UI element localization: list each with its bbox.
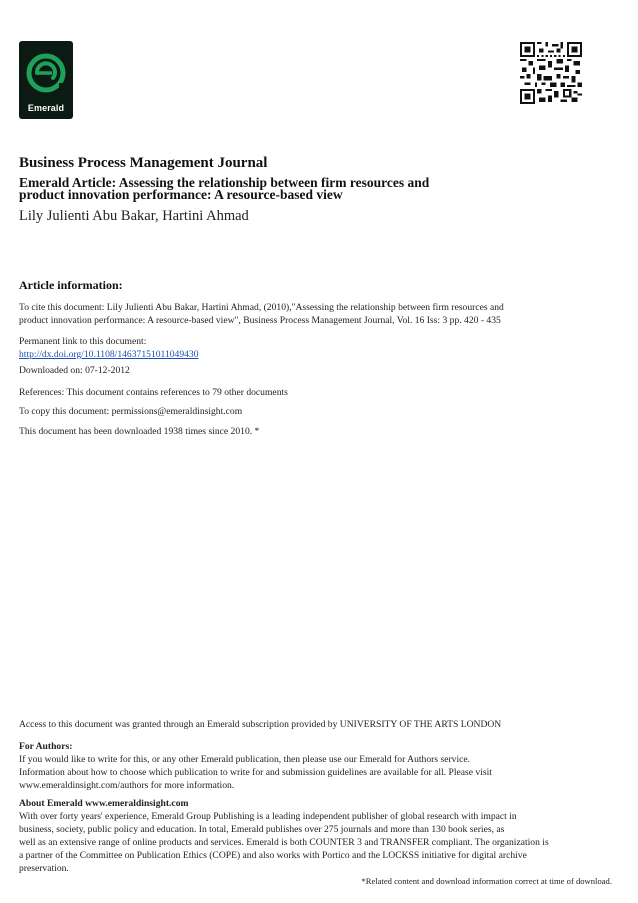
journal-title: Business Process Management Journal bbox=[19, 155, 268, 171]
for-authors-line-2: Information about how to choose which publication to write for and submission guidelines are available for all. Please visit bbox=[19, 767, 492, 778]
copy-permissions: To copy this document: permissions@emeraldinsight.com bbox=[19, 406, 243, 417]
about-line-2: business, society, public policy and education. In total, Emerald publishes over 275 journals and more than 130 book series, as bbox=[19, 824, 505, 835]
emerald-logo bbox=[19, 41, 73, 119]
qr-code-icon bbox=[520, 42, 582, 104]
citation-line-2: product innovation performance: A resource-based view", Business Process Management Journal, Vol. 16 Iss: 3 pp. 420 - 435 bbox=[19, 315, 501, 326]
about-line-3: well as an extensive range of online products and services. Emerald is both COUNTER 3 and TRANSFER compliant. The organization is bbox=[19, 837, 549, 848]
logo-wordmark: Emerald bbox=[27, 103, 65, 113]
citation-line-1: To cite this document: Lily Julienti Abu Bakar, Hartini Ahmad, (2010),"Assessing the relationship between firm resources and bbox=[19, 302, 504, 313]
permanent-link[interactable]: http://dx.doi.org/10.1108/14637151011049430 bbox=[19, 349, 199, 360]
permanent-link-label: Permanent link to this document: bbox=[19, 336, 147, 347]
about-emerald-heading: About Emerald www.emeraldinsight.com bbox=[19, 798, 189, 809]
for-authors-text bbox=[19, 753, 619, 792]
article-title-line-2: product innovation performance: A resource-based view bbox=[19, 187, 343, 202]
article-title bbox=[19, 177, 499, 201]
for-authors-line-1: If you would like to write for this, or any other Emerald publication, then please use our Emerald for Authors service. bbox=[19, 754, 471, 765]
for-authors-heading: For Authors: bbox=[19, 741, 73, 752]
for-authors-line-3: www.emeraldinsight.com/authors for more information. bbox=[19, 780, 235, 791]
article-title-line-1: Emerald Article: Assessing the relationship between firm resources and bbox=[19, 175, 430, 190]
footer-note: *Related content and download information correct at time of download. bbox=[361, 876, 612, 886]
about-line-5: preservation. bbox=[19, 863, 69, 874]
downloaded-on: Downloaded on: 07-12-2012 bbox=[19, 365, 130, 376]
references-count: References: This document contains references to 79 other documents bbox=[19, 387, 288, 398]
about-emerald-text bbox=[19, 810, 619, 875]
citation bbox=[19, 301, 579, 327]
about-line-4: a partner of the Committee on Publication Ethics (COPE) and also works with Portico and the LOCKSS initiative for digital archive bbox=[19, 850, 527, 861]
download-count: This document has been downloaded 1938 times since 2010. * bbox=[19, 426, 260, 437]
authors: Lily Julienti Abu Bakar, Hartini Ahmad bbox=[19, 208, 249, 224]
about-line-1: With over forty years' experience, Emerald Group Publishing is a leading independent publisher of global research with impact in bbox=[19, 811, 517, 822]
permanent-link-block bbox=[19, 335, 579, 361]
access-statement: Access to this document was granted through an Emerald subscription provided by UNIVERSITY OF THE ARTS LONDON bbox=[19, 719, 502, 730]
article-info-heading: Article information: bbox=[19, 278, 123, 292]
